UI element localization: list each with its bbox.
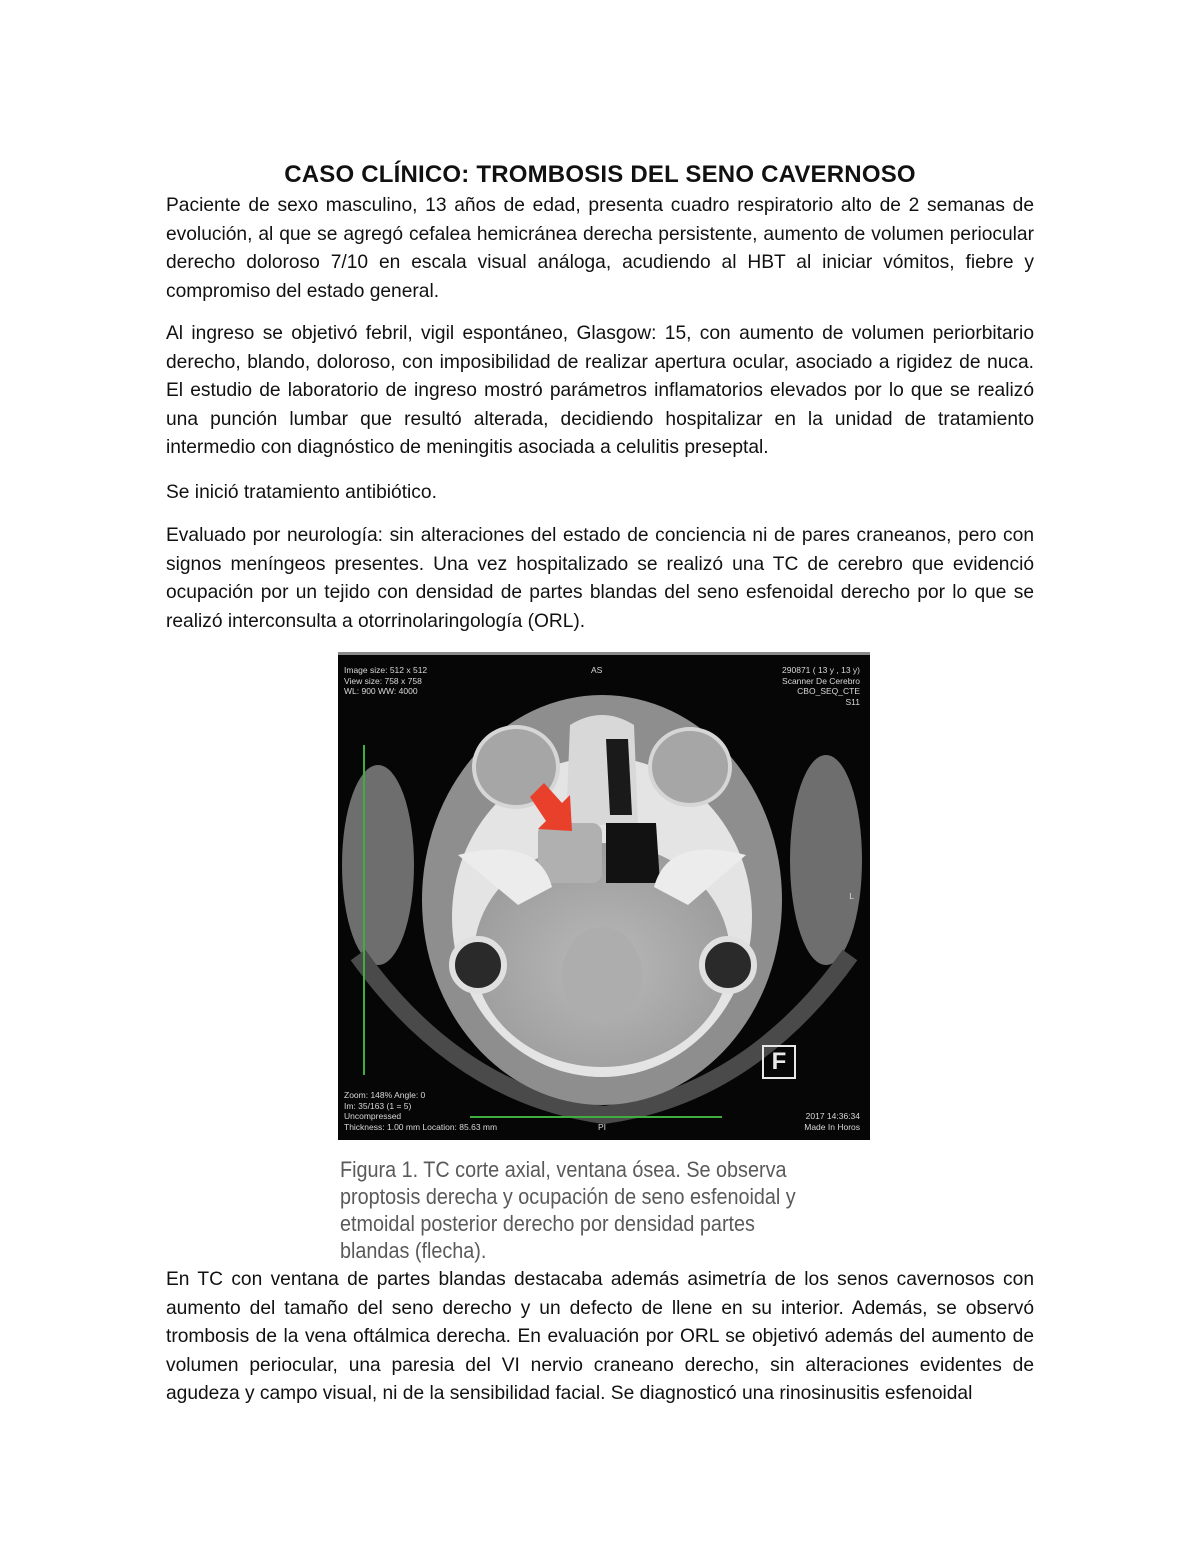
paragraph-ct-findings: En TC con ventana de partes blandas destacaba además asimetría de los senos cavernosos con aumento del tamaño del seno derecho y un defecto de llene en su interior. Además, se observó trombosis de la vena oftálmica derecha. En evaluación por ORL se objetivó además del aumento de volumen periocular, una paresia del VI nervio craneano derecho, sin alteraciones evidentes de agudeza y campo visual, ni de la sensibilidad facial. Se diagnosticó una rinosinusitis esfenoidal [166,1269,1034,1405]
paragraph-treatment: Se inició tratamiento antibiótico. [166,482,437,503]
ct-overlay-bottom-left: Zoom: 148% Angle: 0 Im: 35/163 (1 = 5) Uncompressed Thickness: 1.00 mm Location: 85.63 mm [344,1090,498,1132]
brainstem [562,927,642,1023]
orientation-marker: F [762,1045,796,1079]
right-mastoid [452,939,504,991]
ct-overlay-top-center: AS [591,665,603,675]
ct-scan-figure [338,652,870,1140]
right-lateral-soft-tissue [790,755,862,965]
ct-overlay-right: L [849,891,854,901]
nasal-air [606,739,632,815]
right-sphenoid-sinus-occupied [538,823,602,883]
left-sphenoid-sinus-air [606,823,660,883]
left-mastoid [702,939,754,991]
ct-overlay-bottom-center: PI [598,1121,607,1132]
ct-overlay-bottom-right: 2017 14:36:34 Made In Horos [804,1111,860,1132]
paragraph-neurology-evaluation: Evaluado por neurología: sin alteraciones del estado de conciencia ni de pares craneanos, pero con signos meníngeos presentes. Una vez hospitalizado se realizó una TC de cerebro que evidenció ocupación por un tejido con densidad de partes blandas del seno esfenoidal derecho por lo que se realizó interconsulta a otorrinolaringología (ORL). [166,525,1034,632]
document-title: CASO CLÍNICO: TROMBOSIS DEL SENO CAVERNOSO [284,161,916,189]
ct-overlay-top-left: Image size: 512 x 512 View size: 758 x 758 WL: 900 WW: 4000 [344,665,428,696]
ct-overlay-top-right: 290871 ( 13 y , 13 y) Scanner De Cerebro CBO_SEQ_CTE S11 [782,665,860,707]
paragraph-admission-findings: Al ingreso se objetivó febril, vigil espontáneo, Glasgow: 15, con aumento de volumen periorbitario derecho, blando, doloroso, con imposibilidad de realizar apertura ocular, asociado a rigidez de nuca. El estudio de laboratorio de ingreso mostró parámetros inflamatorios elevados por lo que se realizó una punción lumbar que resultó alterada, decidiendo hospitalizar en la unidad de tratamiento intermedio con diagnóstico de meningitis asociada a celulitis preseptal. [166,323,1034,459]
left-orbit [650,729,730,805]
paragraph-case-presentation: Paciente de sexo masculino, 13 años de edad, presenta cuadro respiratorio alto de 2 semanas de evolución, al que se agregó cefalea hemicránea derecha persistente, aumento de volumen periocular derecho doloroso 7/10 en escala visual análoga, acudiendo al HBT al iniciar vómitos, fiebre y compromiso del estado general. [166,195,1034,302]
left-lateral-soft-tissue [342,765,414,965]
figure-caption: Figura 1. TC corte axial, ventana ósea. Se observa proptosis derecha y ocupación de seno esfenoidal y etmoidal posterior derecho por densidad partes blandas (flecha). [340,1157,796,1263]
